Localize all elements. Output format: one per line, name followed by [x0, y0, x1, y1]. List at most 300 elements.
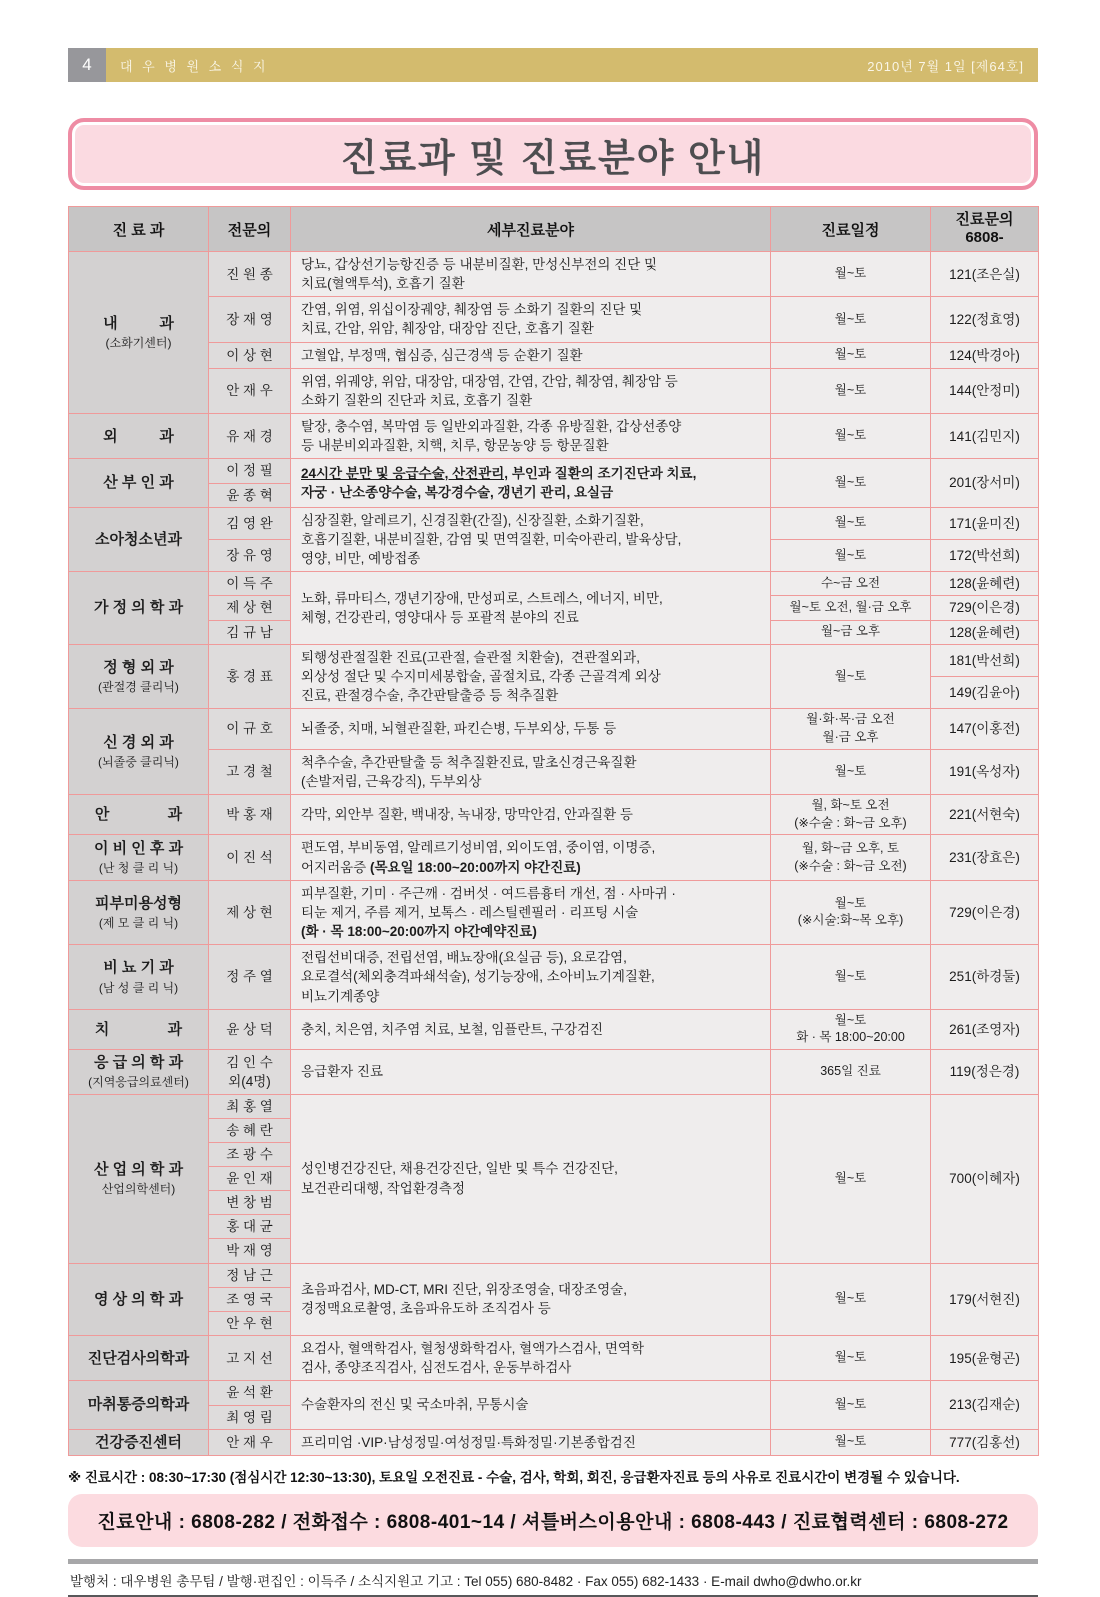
detail-text: 간염, 위염, 위십이장궤양, 췌장염 등 소화기 질환의 진단 및	[301, 302, 643, 318]
dept-cell	[69, 572, 209, 644]
phone-text: 128(윤혜련)	[949, 624, 1020, 640]
detail-line	[301, 903, 760, 922]
sched-text: 월~토 오전, 월·금 오후	[789, 600, 912, 615]
sched-text: 월~토	[834, 428, 867, 443]
doctor-text: 조 영 국	[226, 1291, 273, 1307]
detail-text: 소화기 질환의 진단과 치료, 호흡기 질환	[301, 392, 533, 408]
phone-cell	[931, 539, 1039, 571]
sched-text: 월~토	[834, 266, 867, 281]
phone-cell	[931, 1094, 1039, 1263]
phone-line	[932, 719, 1037, 738]
detail-text: 각막, 외안부 질환, 백내장, 녹내장, 망막안검, 안과질환 등	[301, 807, 633, 823]
sched-line	[772, 815, 929, 833]
dept-line	[71, 472, 206, 493]
sched-line	[772, 1170, 929, 1188]
doctor-text: 이 정 필	[226, 463, 273, 479]
detail-cell	[291, 297, 771, 342]
doctor-line	[211, 762, 288, 781]
phone-line	[932, 683, 1037, 702]
detail-text: 치료, 간암, 위암, 췌장암, 대장암 진단, 호흡기 질환	[301, 321, 594, 337]
sched-cell	[771, 414, 931, 459]
sched-cell	[771, 1050, 931, 1094]
doctor-line	[211, 1349, 288, 1368]
dept-text: (지역응급의료센터)	[88, 1075, 189, 1090]
phone-cell	[931, 596, 1039, 620]
table-row	[69, 252, 1039, 297]
sched-cell	[771, 749, 931, 794]
detail-text: 피부질환, 기미 · 주근깨 · 검버섯 · 여드름흉터 개선, 점 · 사마귀 ·	[301, 885, 676, 901]
phone-line	[932, 1349, 1037, 1368]
table-row	[69, 459, 1039, 483]
phone-line	[932, 1395, 1037, 1414]
sched-text: 월~토	[834, 895, 867, 910]
detail-line	[301, 372, 760, 391]
doctor-text: 고 경 철	[226, 764, 273, 780]
sched-line	[772, 311, 929, 329]
publisher-line: 발행처 : 대우병원 총무팀 / 발행·편집인 : 이득주 / 소식지원고 기고 : Tel 055) 680-8482 · Fax 055) 682-1433 · E-mail dwho@dwho.or.kr	[70, 1574, 862, 1589]
dept-text: 마취통증의학과	[87, 1396, 190, 1414]
sched-text: 월~토	[834, 1434, 867, 1449]
page-title: 진료과 및 진료분야 안내	[340, 137, 766, 180]
phone-cell	[931, 794, 1039, 835]
phone-cell	[931, 620, 1039, 644]
dept-line	[71, 1159, 206, 1180]
dept-line	[71, 957, 206, 978]
phone-line	[932, 762, 1037, 781]
phone-line	[932, 473, 1037, 492]
dept-line	[71, 657, 206, 678]
doctor-text: 윤 인 재	[226, 1170, 273, 1186]
dept-text: 건강증진센터	[95, 1433, 182, 1451]
phone-line	[932, 805, 1037, 824]
table-row	[69, 749, 1039, 794]
dept-line	[71, 860, 206, 877]
doctor-text: 장 재 영	[226, 311, 273, 327]
sched-text: 월~토	[834, 515, 867, 530]
dept-line	[71, 754, 206, 771]
phone-text: 195(윤형곤)	[949, 1350, 1020, 1366]
phone-text: 777(김홍선)	[949, 1434, 1020, 1450]
table-row	[69, 709, 1039, 750]
sched-text: 수~금 오전	[820, 575, 881, 590]
phone-line	[932, 903, 1037, 922]
detail-text: 응급환자 진료	[301, 1064, 383, 1080]
dept-line	[71, 1074, 206, 1091]
sched-text: 월, 화~토 오전	[811, 797, 890, 812]
phone-text: 172(박선희)	[949, 547, 1020, 563]
sched-text: 월·금 오후	[822, 729, 879, 744]
doctor-text: 홍 경 표	[226, 668, 273, 684]
sched-cell	[771, 539, 931, 571]
doctor-cell	[209, 1336, 291, 1381]
detail-line	[301, 589, 760, 608]
sched-cell	[771, 507, 931, 539]
detail-line	[301, 549, 760, 568]
dept-cell	[69, 709, 209, 795]
doctor-cell	[209, 1287, 291, 1311]
doctor-header: 전문의	[209, 207, 291, 252]
sched-line	[772, 763, 929, 781]
doctor-cell	[209, 1311, 291, 1335]
publisher-block	[68, 1559, 1038, 1597]
doctor-cell	[209, 1094, 291, 1118]
doctor-text: 윤 종 혁	[226, 487, 273, 503]
sched-line	[772, 1012, 929, 1030]
doctor-line	[211, 546, 288, 565]
doctor-cell	[209, 880, 291, 944]
sched-cell	[771, 459, 931, 507]
detail-line	[301, 667, 760, 686]
phone-cell	[931, 342, 1039, 368]
dept-cell	[69, 945, 209, 1009]
detail-line	[301, 483, 760, 502]
dept-cell	[69, 459, 209, 507]
detail-text: 척추수술, 추간판탈출 등 척추질환진료, 말초신경근육질환	[301, 754, 637, 770]
phone-line	[932, 598, 1037, 617]
doctor-text: 홍 대 균	[226, 1219, 273, 1235]
sched-text: (※수술 : 화~금 오후)	[794, 815, 907, 830]
detail-cell	[291, 945, 771, 1009]
sched-cell	[771, 709, 931, 750]
phone-text: 128(윤혜련)	[949, 576, 1020, 592]
doctor-text: 최 영 림	[226, 1409, 273, 1425]
phone-text: 122(정효영)	[949, 311, 1020, 327]
doctor-line	[211, 265, 288, 284]
phone-line	[932, 1169, 1037, 1188]
dept-cell	[69, 1094, 209, 1263]
sched-line	[772, 968, 929, 986]
sched-line	[772, 382, 929, 400]
detail-text: 어지러움증	[301, 859, 370, 875]
doctor-line	[211, 1072, 288, 1091]
detail-cell	[291, 835, 771, 880]
sched-text: 365일 진료	[820, 1063, 881, 1078]
detail-text: 요로결석(체외충격파쇄석술), 성기능장애, 소아비뇨기계질환,	[301, 969, 655, 985]
phone-line	[932, 514, 1037, 533]
doctor-line	[211, 903, 288, 922]
table-row	[69, 1050, 1039, 1094]
phone-text: 144(안정미)	[949, 383, 1020, 399]
sched-line	[772, 729, 929, 747]
doctor-cell	[209, 1429, 291, 1455]
detail-line	[301, 300, 760, 319]
phone-cell	[931, 414, 1039, 459]
detail-cell	[291, 368, 771, 413]
doctor-cell	[209, 572, 291, 596]
dept-text: (관절경 클리닉)	[98, 680, 179, 695]
detail-cell	[291, 414, 771, 459]
doctor-cell	[209, 1142, 291, 1166]
sched-line	[772, 427, 929, 445]
phone-text: 251(하경둘)	[949, 969, 1020, 985]
table-row	[69, 1094, 1039, 1118]
dept-line	[71, 313, 206, 334]
dept-cell	[69, 644, 209, 708]
phone-text: 171(윤미진)	[949, 515, 1020, 531]
detail-cell	[291, 1050, 771, 1094]
sched-text: 월~토	[834, 1397, 867, 1412]
clinic-table-body	[69, 252, 1039, 1456]
sched-line	[772, 711, 929, 729]
detail-text: 뇌졸중, 치매, 뇌혈관질환, 파킨슨병, 두부외상, 두통 등	[301, 721, 617, 737]
doctor-cell	[209, 1118, 291, 1142]
doctor-line	[211, 1145, 288, 1164]
phone-cell	[931, 749, 1039, 794]
dept-cell	[69, 835, 209, 880]
table-row	[69, 1263, 1039, 1287]
detail-line	[301, 1299, 760, 1318]
contact-bar: 진료안내 : 6808-282 / 전화접수 : 6808-401~14 / 셔틀버스이용안내 : 6808-443 / 진료협력센터 : 6808-272	[68, 1494, 1038, 1547]
phone-header-line2: 6808-	[965, 229, 1004, 246]
phone-text: 213(김재순)	[949, 1397, 1020, 1413]
doctor-text: 이 상 현	[226, 347, 273, 363]
detail-line	[301, 858, 760, 877]
detail-line	[301, 1358, 760, 1377]
sched-text: 월~금 오후	[820, 624, 881, 639]
detail-text: 비뇨기계종양	[301, 988, 380, 1004]
phone-text: 221(서현숙)	[949, 807, 1020, 823]
sched-text: 월~토	[834, 668, 867, 683]
sched-text: 월~토	[834, 1012, 867, 1027]
masthead-title: 대 우 병 원 소 식 지	[120, 58, 269, 74]
doctor-line	[211, 805, 288, 824]
detail-line	[301, 1062, 760, 1081]
sched-cell	[771, 1429, 931, 1455]
doctor-cell	[209, 459, 291, 483]
dept-cell	[69, 1381, 209, 1429]
dept-line	[71, 893, 206, 914]
phone-cell	[931, 644, 1039, 676]
dept-line	[71, 335, 206, 352]
doctor-line	[211, 623, 288, 642]
doctor-line	[211, 1290, 288, 1309]
detail-text: 외상성 절단 및 수지미세봉합술, 골절치료, 각종 근골격계 외상	[301, 668, 661, 684]
sched-cell	[771, 1263, 931, 1335]
dept-line	[71, 1181, 206, 1198]
dept-text: 진단검사의학과	[87, 1349, 190, 1367]
doctor-text: 박 재 영	[226, 1243, 273, 1259]
phone-text: 121(조은실)	[949, 266, 1020, 282]
phone-text: 201(장서미)	[949, 475, 1020, 491]
doctor-cell	[209, 1009, 291, 1050]
dept-text: (제 모 클 리 닉)	[98, 916, 179, 931]
detail-line	[301, 1179, 760, 1198]
phone-text: 181(박선희)	[949, 652, 1020, 668]
detail-cell	[291, 1263, 771, 1335]
phone-cell	[931, 1050, 1039, 1094]
doctor-line	[211, 461, 288, 480]
phone-cell	[931, 1263, 1039, 1335]
doctor-line	[211, 310, 288, 329]
detail-text: 경정맥요로촬영, 초음파유도하 조직검사 등	[301, 1301, 551, 1317]
sched-line	[772, 575, 929, 593]
detail-text: 검사, 종양조직검사, 심전도검사, 운동부하검사	[301, 1360, 572, 1376]
doctor-cell	[209, 539, 291, 571]
doctor-line	[211, 1433, 288, 1452]
sched-cell	[771, 794, 931, 835]
detail-cell	[291, 572, 771, 644]
hours-note: ※ 진료시간 : 08:30~17:30 (점심시간 12:30~13:30), 토요일 오전진료 - 수술, 검사, 학회, 회진, 응급환자진료 등의 사유로 진료시간이 변경될 수 있습니다.	[68, 1470, 960, 1485]
sched-line	[772, 474, 929, 492]
phone-line	[932, 574, 1037, 593]
detail-text: 위염, 위궤양, 위암, 대장암, 대장염, 간염, 간암, 췌장염, 췌장암 등	[301, 373, 678, 389]
sched-text: 월~토	[834, 547, 867, 562]
sched-text: 화 · 목 18:00~20:00	[796, 1030, 905, 1045]
detail-text: 보건관리대행, 작업환경측정	[301, 1180, 465, 1196]
detail-cell	[291, 1009, 771, 1050]
detail-text: 24시간 분만 및 응급수술, 산전관리,	[301, 465, 509, 481]
sched-line	[772, 265, 929, 283]
detail-line	[301, 1020, 760, 1039]
sched-line	[772, 1063, 929, 1081]
doctor-cell	[209, 1191, 291, 1215]
doctor-text: 김 영 완	[226, 515, 273, 531]
doctor-cell	[209, 297, 291, 342]
detail-text: 체형, 건강관리, 영양대사 등 포괄적 분야의 진료	[301, 609, 579, 625]
detail-line	[301, 608, 760, 627]
detail-line	[301, 346, 760, 365]
sched-cell	[771, 1094, 931, 1263]
detail-line	[301, 648, 760, 667]
dept-line	[71, 529, 206, 550]
phone-line	[932, 265, 1037, 284]
detail-cell	[291, 1336, 771, 1381]
sched-line	[772, 599, 929, 617]
doctor-text: 제 상 현	[226, 904, 273, 920]
doctor-line	[211, 574, 288, 593]
doctor-cell	[209, 749, 291, 794]
sched-cell	[771, 1336, 931, 1381]
detail-cell	[291, 880, 771, 944]
dept-text: 치 과	[94, 1020, 183, 1038]
sched-text: 월~토	[834, 311, 867, 326]
dept-cell	[69, 1336, 209, 1381]
table-row	[69, 1336, 1039, 1381]
phone-text: 147(이홍전)	[949, 721, 1020, 737]
detail-cell	[291, 644, 771, 708]
dept-text: (남 성 클 리 닉)	[98, 980, 179, 995]
doctor-cell	[209, 368, 291, 413]
sched-line	[772, 668, 929, 686]
dept-text: (뇌졸중 클리닉)	[98, 755, 179, 770]
dept-line	[71, 679, 206, 696]
page-number: 4	[68, 48, 106, 82]
detail-line	[301, 719, 760, 738]
doctor-line	[211, 1241, 288, 1260]
schedule-header: 진료일정	[771, 207, 931, 252]
dept-text: 외 과	[103, 427, 174, 445]
phone-line	[932, 1290, 1037, 1309]
table-row	[69, 572, 1039, 596]
phone-cell	[931, 676, 1039, 708]
sched-text: (※수술 : 화~금 오전)	[794, 858, 907, 873]
sched-text: 월, 화~금 오후, 토	[801, 840, 900, 855]
sched-cell	[771, 880, 931, 944]
dept-text: 산업의학센터)	[101, 1182, 176, 1197]
phone-cell	[931, 252, 1039, 297]
page-header	[68, 48, 1038, 82]
divider-thick	[68, 1559, 1038, 1564]
phone-text: 231(장효은)	[949, 850, 1020, 866]
doctor-text: 장 유 영	[226, 547, 273, 563]
doctor-text: 최 홍 열	[226, 1098, 273, 1114]
dept-text: 안 과	[94, 806, 183, 824]
detail-line	[301, 922, 760, 941]
phone-line	[932, 346, 1037, 365]
table-row	[69, 644, 1039, 676]
sched-cell	[771, 835, 931, 880]
phone-cell	[931, 709, 1039, 750]
sched-line	[772, 840, 929, 858]
sched-text: 월~토	[834, 1291, 867, 1306]
sched-cell	[771, 1009, 931, 1050]
doctor-cell	[209, 835, 291, 880]
detail-text: (화 · 목 18:00~20:00까지 야간예약진료)	[301, 924, 537, 940]
detail-line	[301, 417, 760, 436]
doctor-text: 안 우 현	[226, 1315, 273, 1331]
phone-line	[932, 967, 1037, 986]
dept-line	[71, 1052, 206, 1073]
dept-text: 신 경 외 과	[103, 733, 174, 751]
doctor-line	[211, 719, 288, 738]
phone-cell	[931, 880, 1039, 944]
detail-text: 프리미엄 ·VIP·남성정밀·여성정밀·특화정밀·기본종합검진	[301, 1434, 636, 1450]
detail-line	[301, 274, 760, 293]
doctor-text: 이 규 호	[226, 721, 273, 737]
doctor-text: 정 주 열	[226, 969, 273, 985]
table-row	[69, 342, 1039, 368]
sched-text: 월·화·목·금 오전	[806, 712, 895, 727]
phone-text: 191(옥성자)	[949, 764, 1020, 780]
table-row	[69, 1381, 1039, 1405]
detail-line	[301, 319, 760, 338]
sched-line	[772, 895, 929, 913]
dept-cell	[69, 794, 209, 835]
dept-header: 진 료 과	[69, 207, 209, 252]
doctor-cell	[209, 620, 291, 644]
sched-line	[772, 1290, 929, 1308]
detail-text: 영양, 비만, 예방접종	[301, 551, 421, 567]
sched-cell	[771, 297, 931, 342]
dept-line	[71, 980, 206, 997]
dept-text: 가 정 의 학 과	[93, 599, 184, 617]
doctor-line	[211, 598, 288, 617]
dept-text: 산 부 인 과	[103, 474, 174, 492]
doctor-line	[211, 427, 288, 446]
doctor-line	[211, 848, 288, 867]
detail-cell	[291, 1381, 771, 1429]
detail-text: 충치, 치은염, 치주염 치료, 보철, 임플란트, 구강검진	[301, 1021, 604, 1037]
detail-line	[301, 1433, 760, 1452]
doctor-cell	[209, 709, 291, 750]
sched-text: 월~토	[834, 1170, 867, 1185]
phone-header	[931, 207, 1039, 252]
phone-cell	[931, 507, 1039, 539]
detail-text: 노화, 류마티스, 갱년기장애, 만성피로, 스트레스, 에너지, 비만,	[301, 590, 663, 606]
dept-text: 이 비 인 후 과	[93, 839, 184, 857]
sched-text: 월~토	[834, 347, 867, 362]
detail-line	[301, 805, 760, 824]
dept-cell	[69, 414, 209, 459]
sched-cell	[771, 342, 931, 368]
phone-text: 141(김민지)	[949, 428, 1020, 444]
detail-text: 당뇨, 갑상선기능항진증 등 내분비질환, 만성신부전의 진단 및	[301, 257, 658, 272]
doctor-text: 윤 석 환	[226, 1385, 273, 1401]
dept-text: 정 형 외 과	[103, 658, 174, 676]
detail-text: (목요일 18:00~20:00까지 야간진료)	[369, 859, 581, 875]
doctor-line	[211, 486, 288, 505]
detail-text: 요검사, 혈액학검사, 혈청생화학검사, 혈액가스검사, 면역학	[301, 1341, 644, 1357]
